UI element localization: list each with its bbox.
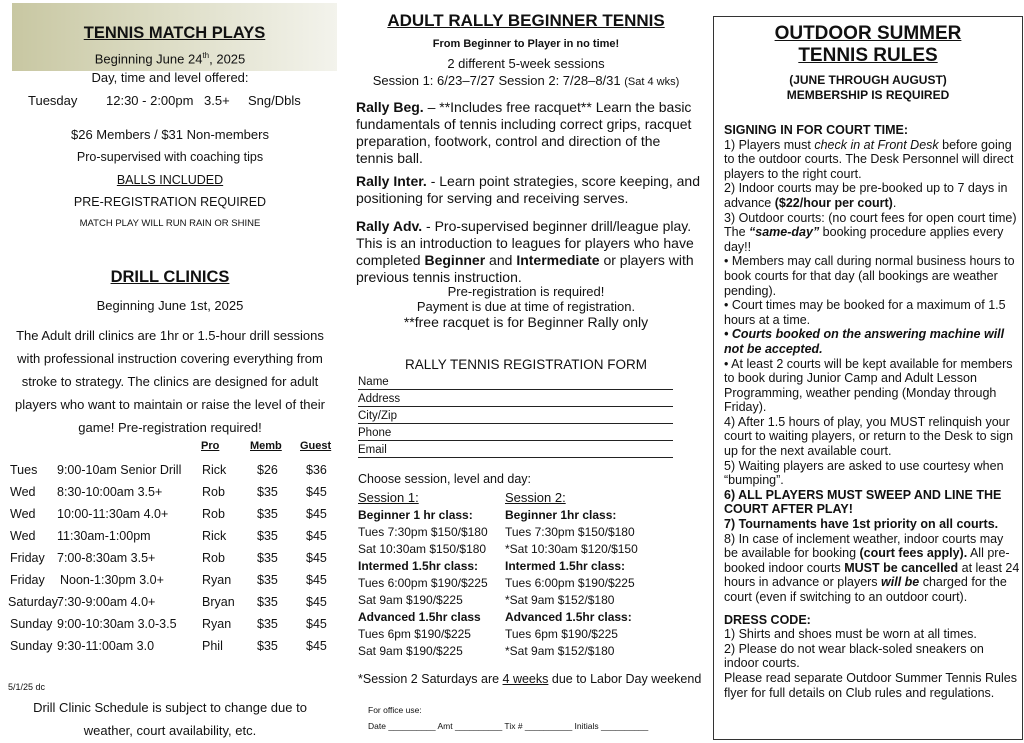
drill-cell-memb: $35 bbox=[257, 639, 278, 653]
session1-option[interactable]: Sat 10:30am $150/$180 bbox=[358, 542, 487, 556]
name-field[interactable]: Name bbox=[358, 376, 673, 392]
rules-title-line2: TENNIS RULES bbox=[798, 45, 938, 66]
rule-5: 5) Waiting players are asked to use courtesy when “bumping”. bbox=[724, 458, 1004, 488]
drill-cell-guest: $45 bbox=[306, 485, 327, 499]
rule-6: 6) ALL PLAYERS MUST SWEEP AND LINE THE COURT AFTER PLAY! bbox=[724, 487, 1002, 517]
session1-option: Beginner 1 hr class: bbox=[358, 508, 473, 522]
session1-option[interactable]: Sat 9am $190/$225 bbox=[358, 593, 463, 607]
match-beginning: Beginning June 24th, 2025 bbox=[94, 51, 246, 67]
session1-option: Advanced 1.5hr class bbox=[358, 610, 481, 624]
drill-row bbox=[0, 529, 340, 551]
email-field[interactable]: Email bbox=[358, 444, 673, 460]
rules-box bbox=[713, 16, 1023, 740]
rule-1: 1) Players must check in at Front Desk before going to the outdoor courts. The Desk Personnel will direct players to the right court. bbox=[724, 137, 1014, 181]
rules-title-line1: OUTDOOR SUMMER bbox=[774, 23, 962, 44]
session1-option: Intermed 1.5hr class: bbox=[358, 559, 479, 573]
dress-heading: DRESS CODE: bbox=[724, 612, 811, 627]
drill-cell-pro: Ryan bbox=[202, 617, 232, 631]
rally-free-racquet: **free racquet is for Beginner Rally only bbox=[403, 314, 649, 330]
drill-row bbox=[0, 485, 340, 507]
rally-advanced-desc: Rally Adv. - Pro-supervised beginner drill/league play. This is an introduction to leagues for players who have completed Beginner and Intermediate or players with previous tennis instruction. bbox=[356, 218, 694, 285]
drill-cell-day: Saturday bbox=[8, 595, 59, 609]
session2-option: Advanced 1.5hr class: bbox=[505, 610, 632, 624]
drill-cell-guest: $45 bbox=[306, 529, 327, 543]
drill-cell-time: 11:30am-1:00pm bbox=[57, 529, 151, 543]
rule-7: 7) Tournaments have 1st priority on all courts. bbox=[724, 517, 999, 532]
city-zip-field[interactable]: City/Zip bbox=[358, 410, 673, 426]
session1-option[interactable]: Sat 9am $190/$225 bbox=[358, 644, 463, 658]
drill-cell-day: Wed bbox=[10, 529, 36, 543]
drill-cell-memb: $35 bbox=[257, 617, 278, 631]
bullet-3: • Courts booked on the answering machine will not be accepted. bbox=[724, 327, 1005, 356]
drill-cell-pro: Rick bbox=[202, 463, 227, 477]
drill-cell-time: 9:30-11:00am 3.0 bbox=[57, 639, 155, 653]
rally-sessions-count: 2 different 5-week sessions bbox=[447, 56, 605, 71]
drill-row bbox=[0, 463, 340, 485]
bullet-2: • Court times may be booked for a maximum of 1.5 hours at a time. bbox=[724, 298, 1006, 327]
drill-notice-line: Drill Clinic Schedule is subject to change due to bbox=[33, 700, 307, 715]
match-rain: MATCH PLAY WILL RUN RAIN OR SHINE bbox=[79, 218, 261, 229]
drill-cell-pro: Rick bbox=[202, 529, 227, 543]
drill-notice-line: weather, court availability, etc. bbox=[83, 723, 257, 738]
drill-cell-guest: $45 bbox=[306, 551, 327, 565]
header-memb: Memb bbox=[250, 440, 282, 452]
match-format: Sng/Dbls bbox=[248, 93, 301, 108]
drill-cell-pro: Rob bbox=[202, 485, 225, 499]
session1-option[interactable]: Tues 7:30pm $150/$180 bbox=[358, 525, 488, 539]
match-title: TENNIS MATCH PLAYS bbox=[83, 24, 266, 42]
drill-cell-time: Noon-1:30pm 3.0+ bbox=[60, 573, 164, 587]
drill-cell-pro: Ryan bbox=[202, 573, 232, 587]
drill-desc-line: players who want to maintain or raise the level of their bbox=[15, 397, 325, 412]
drill-cell-day: Tues bbox=[10, 463, 38, 477]
header-guest: Guest bbox=[300, 440, 332, 452]
rule-8: 8) In case of inclement weather, indoor courts may be available for booking (court fees apply). All pre-booked indoor courts MUST be cancelled at least 24 hours in advance or players will be charged for the court (even if switching to an outdoor court). bbox=[724, 531, 1020, 604]
match-offered: Day, time and level offered: bbox=[91, 70, 249, 85]
drill-cell-pro: Bryan bbox=[202, 595, 235, 609]
match-supervised: Pro-supervised with coaching tips bbox=[76, 150, 264, 164]
drill-cell-time: 8:30-10:00am 3.5+ bbox=[57, 485, 163, 499]
date-code: 5/1/25 dc bbox=[8, 682, 46, 692]
drill-cell-guest: $45 bbox=[306, 595, 327, 609]
drill-cell-day: Wed bbox=[10, 507, 36, 521]
session1-option[interactable]: Tues 6pm $190/$225 bbox=[358, 627, 471, 641]
signing-heading: SIGNING IN FOR COURT TIME: bbox=[724, 123, 909, 137]
drill-cell-day: Sunday bbox=[10, 639, 53, 653]
drill-cell-guest: $45 bbox=[306, 507, 327, 521]
rule-4: 4) After 1.5 hours of play, you MUST relinquish your court to waiting players, or return to the Desk to sign up for the next available court. bbox=[724, 414, 1014, 459]
session-footnote: *Session 2 Saturdays are 4 weeks due to Labor Day weekend bbox=[358, 672, 702, 686]
rules-period: (JUNE THROUGH AUGUST) bbox=[789, 73, 947, 87]
session2-option: Intermed 1.5hr class: bbox=[505, 559, 626, 573]
rally-column bbox=[348, 0, 704, 743]
drill-cell-time: 7:30-9:00am 4.0+ bbox=[57, 595, 156, 609]
session2-title: Session 2: bbox=[505, 490, 566, 505]
drill-title: DRILL CLINICS bbox=[110, 268, 230, 286]
drill-row bbox=[0, 639, 340, 661]
drill-cell-time: 10:00-11:30am 4.0+ bbox=[57, 507, 169, 521]
phone-field[interactable]: Phone bbox=[358, 427, 673, 443]
rally-sessions-dates: Session 1: 6/23–7/27 Session 2: 7/28–8/31 (Sat 4 wks) bbox=[372, 73, 680, 88]
drill-cell-memb: $35 bbox=[257, 485, 278, 499]
match-balls: BALLS INCLUDED bbox=[116, 173, 224, 187]
session2-option[interactable]: *Sat 10:30am $120/$150 bbox=[505, 542, 638, 556]
drill-desc-line: with professional instruction covering everything from bbox=[17, 351, 323, 366]
drill-cell-pro: Rob bbox=[202, 507, 225, 521]
drill-cell-guest: $45 bbox=[306, 639, 327, 653]
office-use-label: For office use: bbox=[368, 705, 422, 715]
match-day: Tuesday bbox=[28, 93, 78, 108]
drill-cell-pro: Rob bbox=[202, 551, 225, 565]
session2-option[interactable]: Tues 6:00pm $190/$225 bbox=[505, 576, 635, 590]
drill-row bbox=[0, 507, 340, 529]
match-level: 3.5+ bbox=[204, 93, 230, 108]
drill-cell-time: 7:00-8:30am 3.5+ bbox=[57, 551, 156, 565]
drill-cell-guest: $45 bbox=[306, 617, 327, 631]
match-and-drill-column bbox=[0, 0, 340, 743]
dress-3: Please read separate Outdoor Summer Tennis Rules flyer for full details on Club rules and regulations. bbox=[724, 670, 1017, 700]
rally-payment: Payment is due at time of registration. bbox=[416, 299, 636, 314]
dress-1: 1) Shirts and shoes must be worn at all times. bbox=[724, 627, 977, 642]
rally-title: ADULT RALLY BEGINNER TENNIS bbox=[387, 11, 665, 30]
session2-option[interactable]: *Sat 9am $152/$180 bbox=[505, 593, 615, 607]
drill-cell-memb: $35 bbox=[257, 507, 278, 521]
drill-row bbox=[0, 595, 340, 617]
drill-desc-line: game! Pre-registration required! bbox=[78, 420, 262, 435]
drill-cell-guest: $36 bbox=[306, 463, 327, 477]
rally-tagline: From Beginner to Player in no time! bbox=[432, 38, 620, 50]
session2-option: Beginner 1hr class: bbox=[505, 508, 617, 522]
drill-cell-day: Sunday bbox=[10, 617, 53, 631]
session2-option[interactable]: *Sat 9am $152/$180 bbox=[505, 644, 615, 658]
match-price: $26 Members / $31 Non-members bbox=[71, 127, 269, 142]
rule-2: 2) Indoor courts may be pre-booked up to 7 days in advance ($22/hour per court). bbox=[724, 181, 1008, 210]
drill-cell-time: 9:00-10:30am 3.0-3.5 bbox=[57, 617, 177, 631]
drill-cell-day: Wed bbox=[10, 485, 36, 499]
header-pro: Pro bbox=[201, 440, 220, 452]
bullet-1: • Members may call during normal business hours to book courts for that day (all bookings are weather pending). bbox=[724, 254, 1015, 298]
drill-cell-pro: Phil bbox=[202, 639, 223, 653]
drill-cell-memb: $35 bbox=[257, 529, 278, 543]
drill-row bbox=[0, 551, 340, 573]
drill-row bbox=[0, 617, 340, 639]
match-prereg: PRE-REGISTRATION REQUIRED bbox=[73, 195, 267, 209]
choose-label: Choose session, level and day: bbox=[358, 472, 532, 486]
drill-desc-line: stroke to strategy. The clinics are designed for adult bbox=[21, 374, 319, 389]
drill-cell-time: 9:00-10am Senior Drill bbox=[57, 463, 182, 477]
session1-option[interactable]: Tues 6:00pm $190/$225 bbox=[358, 576, 488, 590]
drill-cell-day: Friday bbox=[10, 551, 45, 565]
drill-cell-memb: $35 bbox=[257, 551, 278, 565]
session1-title: Session 1: bbox=[358, 490, 419, 505]
session2-option[interactable]: Tues 7:30pm $150/$180 bbox=[505, 525, 635, 539]
rules-membership: MEMBERSHIP IS REQUIRED bbox=[786, 88, 950, 102]
dress-2: 2) Please do not wear black-soled sneakers on indoor courts. bbox=[724, 641, 984, 671]
bullet-4: • At least 2 courts will be kept available for members to book during Junior Camp and Adult Lesson Programming, weather pending (Monday through Friday). bbox=[724, 356, 1013, 415]
rally-beginner-desc: Rally Beg. – **Includes free racquet** Learn the basic fundamentals of tennis including correct grips, racquet preparation, footwork, control and direction of the tennis ball. bbox=[356, 99, 692, 166]
match-time: 12:30 - 2:00pm bbox=[106, 93, 194, 108]
form-title: RALLY TENNIS REGISTRATION FORM bbox=[404, 357, 648, 372]
rally-prereg: Pre-registration is required! bbox=[447, 284, 605, 299]
drill-cell-memb: $26 bbox=[257, 463, 278, 477]
rule-3: 3) Outdoor courts: (no court fees for open court time) The “same-day” booking procedure applies every day!! bbox=[724, 210, 1017, 254]
drill-cell-memb: $35 bbox=[257, 573, 278, 587]
drill-cell-guest: $45 bbox=[306, 573, 327, 587]
drill-desc-line: The Adult drill clinics are 1hr or 1.5-hour drill sessions bbox=[16, 328, 324, 343]
drill-beginning: Beginning June 1st, 2025 bbox=[96, 298, 244, 313]
drill-cell-memb: $35 bbox=[257, 595, 278, 609]
session2-option[interactable]: Tues 6pm $190/$225 bbox=[505, 627, 618, 641]
drill-row bbox=[0, 573, 340, 595]
drill-cell-day: Friday bbox=[10, 573, 45, 587]
address-field[interactable]: Address bbox=[358, 393, 673, 409]
rally-intermediate-desc: Rally Inter. - Learn point strategies, score keeping, and positioning for serving and receiving serves. bbox=[356, 173, 700, 206]
court-rules-text bbox=[724, 123, 1020, 700]
office-use-fields: Date __________ Amt __________ Tix # __________ Initials __________ bbox=[368, 721, 649, 731]
